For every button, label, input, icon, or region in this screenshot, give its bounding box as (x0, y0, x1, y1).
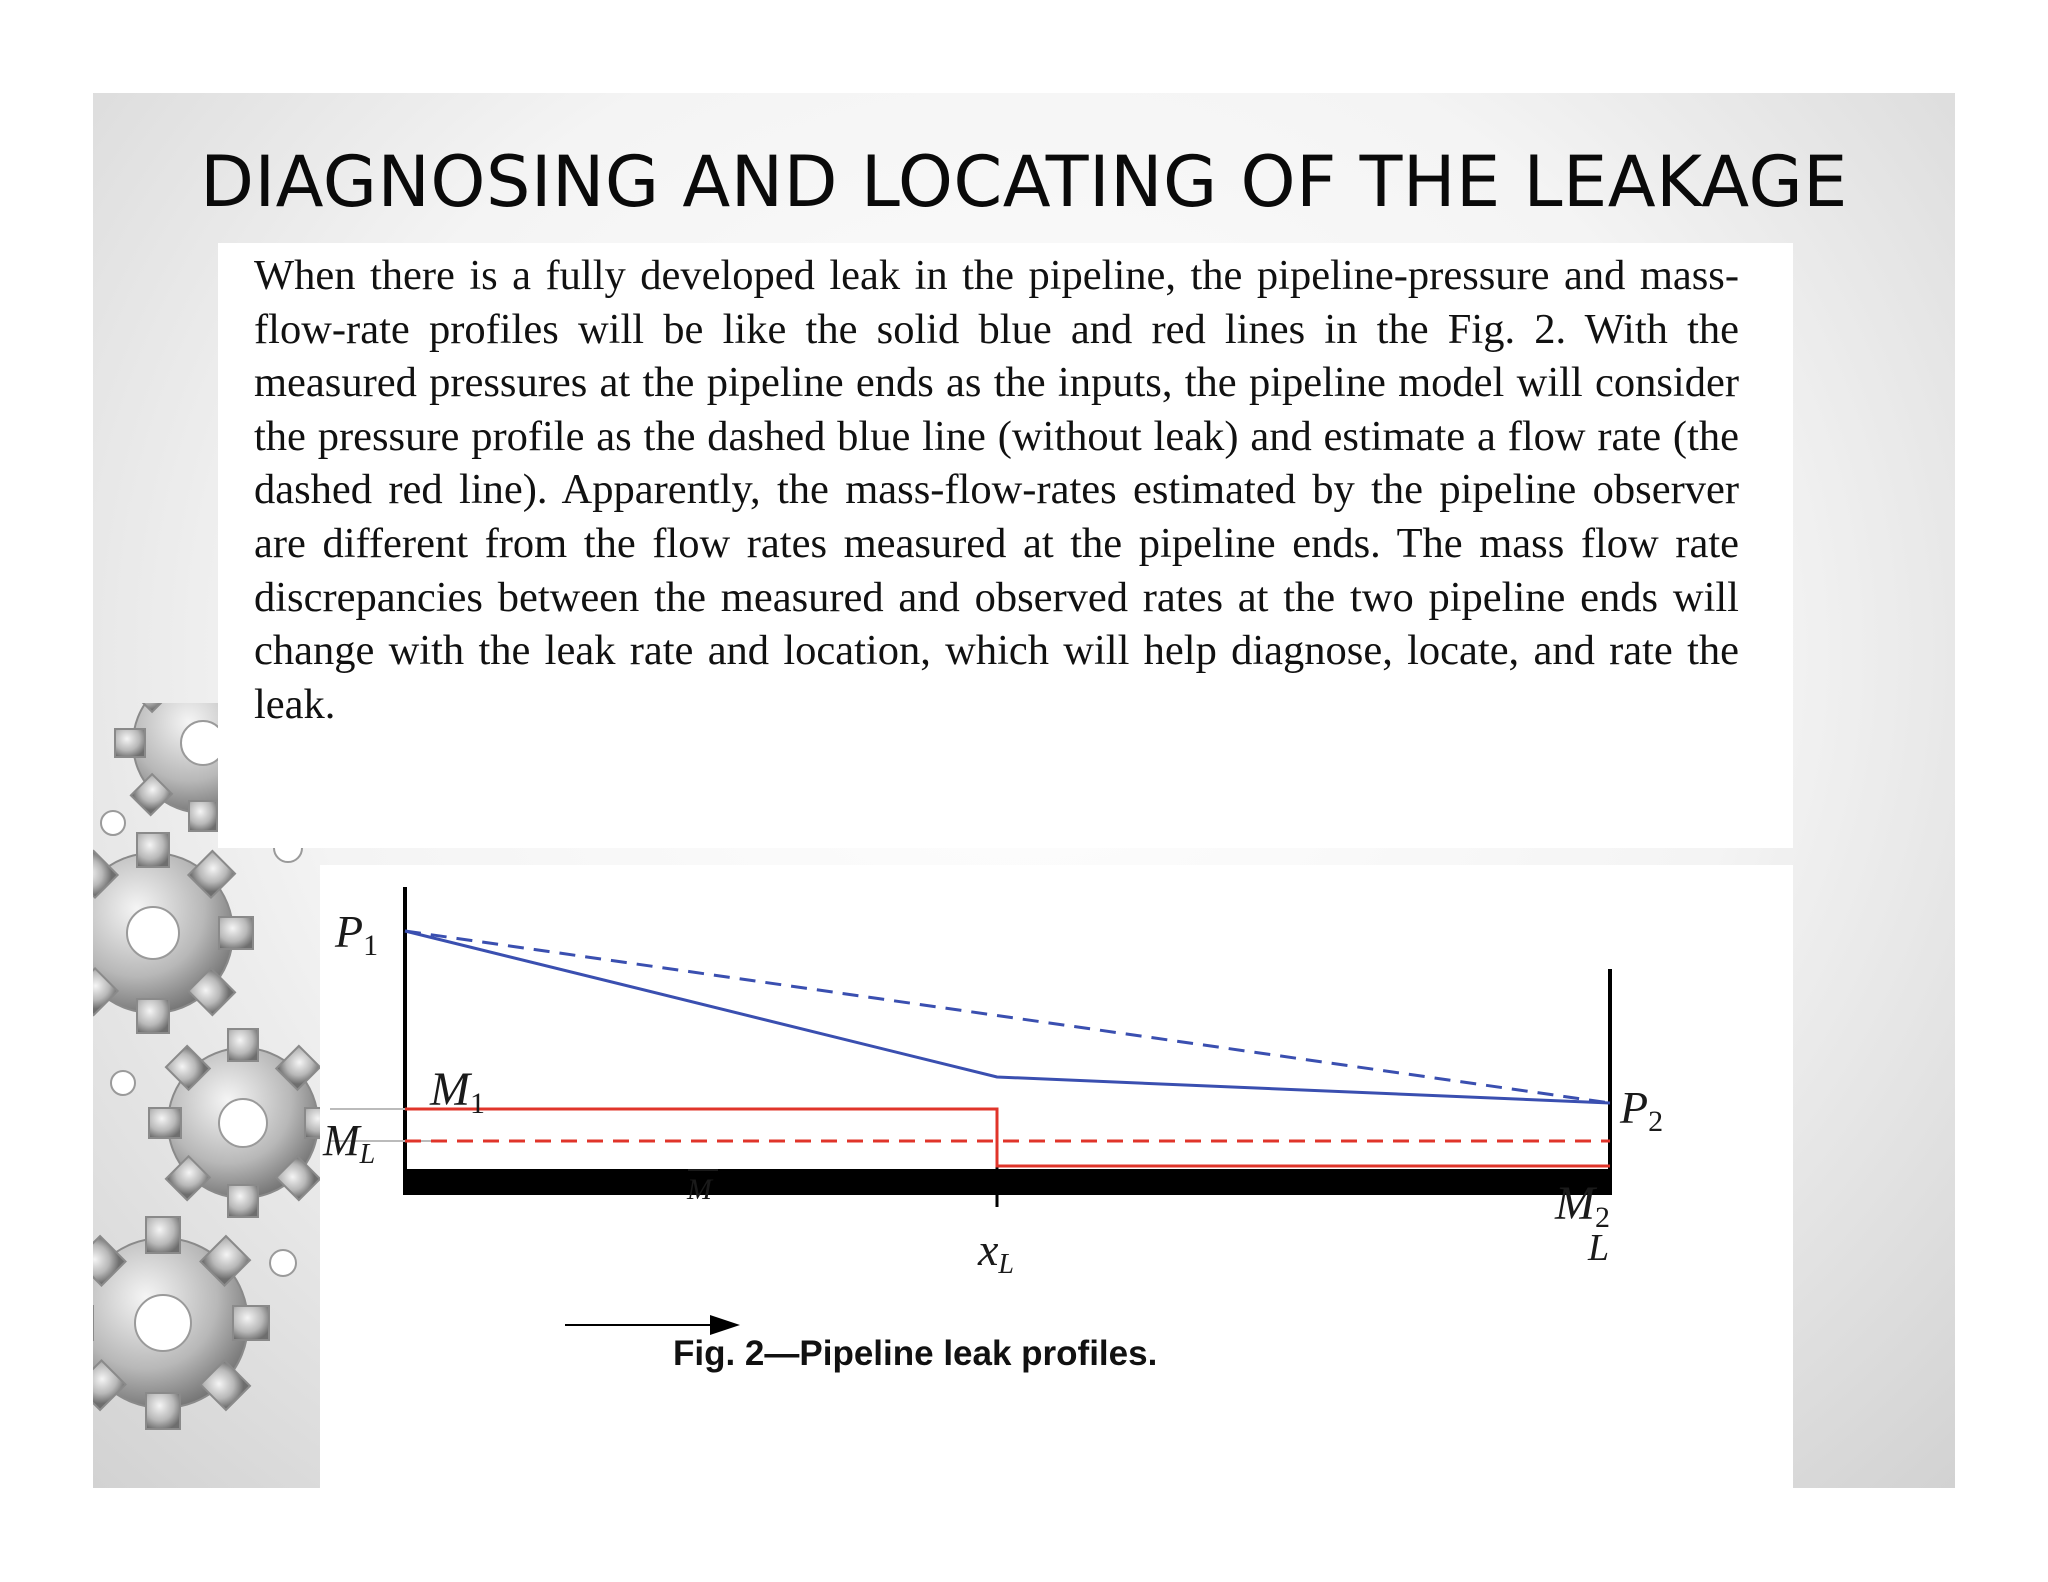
text-excerpt (218, 243, 1793, 848)
slide (93, 93, 1955, 1488)
figure-caption: Fig. 2—Pipeline leak profiles. (673, 1334, 1158, 1373)
figure-panel (320, 865, 1793, 1488)
flow-solid-line (405, 1109, 1610, 1166)
label-ml: ML (323, 1116, 376, 1170)
slide-title: DIAGNOSING AND LOCATING OF THE LEAKAGE (200, 141, 1848, 223)
pipeline-leak-diagram (320, 865, 1793, 1488)
label-p2: P2 (1620, 1082, 1664, 1138)
label-m2: M2 (1555, 1177, 1610, 1234)
flow-arrow-icon (710, 1315, 740, 1335)
description-paragraph: When there is a fully developed leak in the pipeline, the pipeline-pressure and mass-flow-rate profiles will be like the solid blue and red lines in the Fig. 2. With the measured pressures at the pipeline ends as the inputs, the pipeline model will consider the pressure profile as the dashed blue line (without leak) and estimate a flow rate (the dashed red line). Apparently, the mass-flow-rates estimated by the pipeline observer are different from the flow rates measured at the pipeline ends. The mass flow rate discrepancies between the measured and observed rates at the two pipeline ends will change with the leak rate and location, which will help diagnose, locate, and rate the leak. (254, 252, 1739, 728)
label-l-end: L (1588, 1227, 1610, 1269)
pipe-bar (403, 1169, 1612, 1195)
label-xl: xL (978, 1224, 1014, 1280)
label-p1: P1 (335, 906, 379, 962)
label-m1: M1 (430, 1063, 485, 1120)
label-m-bar: M (687, 1173, 712, 1206)
